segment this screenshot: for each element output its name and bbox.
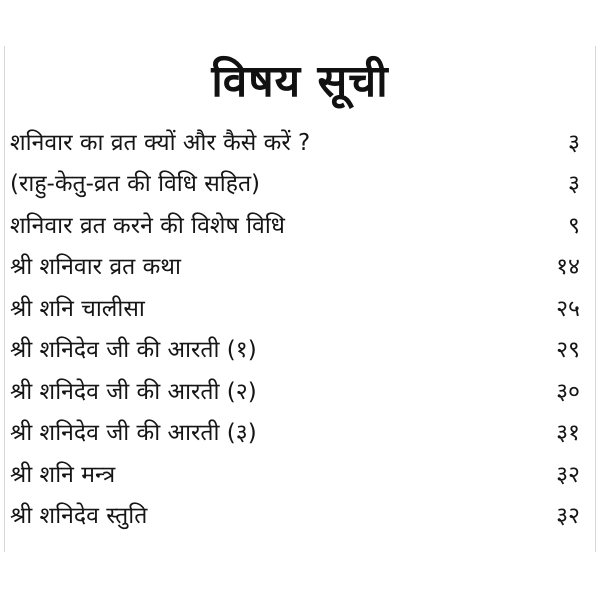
toc-entry-title: श्री शनिदेव जी की आरती (१) <box>10 337 257 364</box>
toc-entry-title: श्री शनि मन्त्र <box>10 461 116 488</box>
toc-entry-page: ३२ <box>556 503 580 530</box>
toc-entry-title: श्री शनिदेव स्तुति <box>10 503 148 530</box>
toc-entry-page: ३२ <box>556 461 580 488</box>
toc-entry <box>10 371 580 413</box>
toc-entry-title: शनिवार व्रत करने की विशेष विधि <box>10 212 285 239</box>
toc-entry-title: श्री शनिवार व्रत कथा <box>10 254 181 281</box>
toc-entry-page: ९ <box>568 212 580 239</box>
toc-entry <box>10 122 580 164</box>
page-title: विषय सूची <box>211 56 389 107</box>
toc-entry <box>10 247 580 289</box>
toc-entry-title: श्री शनिदेव जी की आरती (३) <box>10 420 257 447</box>
toc-entry-page: ३१ <box>556 420 580 447</box>
toc-entry <box>10 330 580 372</box>
toc-entry-page: ३ <box>568 171 580 198</box>
toc-entry <box>10 496 580 538</box>
toc-entry-title: श्री शनिदेव जी की आरती (२) <box>10 378 257 405</box>
toc-entry-title: श्री शनि चालीसा <box>10 295 145 322</box>
table-of-contents <box>10 122 580 537</box>
toc-entry-page: १४ <box>556 254 580 281</box>
toc-entry <box>10 288 580 330</box>
toc-entry-page: ३ <box>568 129 580 156</box>
toc-entry-page: २५ <box>556 295 580 322</box>
toc-entry <box>10 205 580 247</box>
toc-entry-title: शनिवार का व्रत क्यों और कैसे करें ? <box>10 129 311 156</box>
toc-entry-page: ३० <box>556 378 580 405</box>
toc-entry <box>10 164 580 206</box>
toc-entry-page: २९ <box>556 337 580 364</box>
toc-entry <box>10 413 580 455</box>
toc-entry <box>10 454 580 496</box>
toc-entry-title: (राहु-केतु-व्रत की विधि सहित) <box>10 171 261 198</box>
